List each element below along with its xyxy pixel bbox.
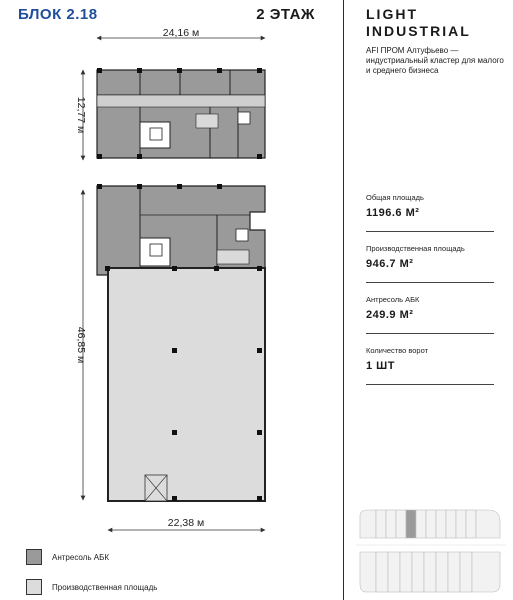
legend-swatch-mezzanine [26, 549, 42, 565]
floor-title: 2 ЭТАЖ [256, 6, 315, 23]
dimension-bottom-height-label: 46,85 м [75, 326, 87, 364]
dimension-bottom-height [75, 190, 87, 500]
upper-block [97, 68, 265, 159]
lower-mezzanine [97, 184, 265, 275]
stat-label: Количество ворот [366, 346, 429, 355]
stat-divider [366, 282, 494, 283]
stat-gate-count [366, 346, 494, 385]
site-minimap [356, 508, 506, 596]
brand-line-1: LIGHT [366, 6, 418, 22]
legend-label-production: Производственная площадь [52, 582, 158, 592]
brand-title [366, 6, 471, 40]
brand-line-2: INDUSTRIAL [366, 23, 471, 39]
dimension-bottom-width [108, 517, 265, 530]
legend-item-production [26, 575, 157, 599]
stat-production-area [366, 244, 494, 283]
stat-value: 249.9 М² [366, 309, 414, 321]
dimension-top-width [97, 27, 265, 39]
stat-label: Производственная площадь [366, 244, 465, 253]
stat-divider [366, 333, 494, 334]
legend-swatch-production [26, 579, 42, 595]
block-title: БЛОК 2.18 [18, 6, 98, 23]
stat-divider [366, 231, 494, 232]
stat-label: Антресоль АБК [366, 295, 420, 304]
dimension-bottom-width-label: 22,38 м [167, 517, 205, 529]
stat-value: 1196.6 М² [366, 207, 420, 219]
stat-divider [366, 384, 494, 385]
production-hall [105, 266, 265, 501]
legend [26, 545, 157, 599]
loading-gate [145, 475, 167, 501]
stat-label: Общая площадь [366, 193, 424, 202]
dimension-top-height [75, 70, 87, 160]
stat-total-area [366, 193, 494, 232]
info-pane [344, 0, 513, 600]
dimension-top-height-label: 12,77 м [75, 96, 87, 134]
legend-label-mezzanine: Антресоль АБК [52, 552, 109, 562]
stat-value: 1 ШТ [366, 360, 395, 372]
stat-mezzanine-area [366, 295, 494, 334]
legend-item-mezzanine [26, 545, 157, 569]
stat-value: 946.7 М² [366, 258, 414, 270]
dimension-top-width-label: 24,16 м [162, 27, 200, 39]
brand-description: AFI ПРОМ Алтуфьево — индустриальный кластер для малого и среднего бизнеса [366, 46, 504, 75]
